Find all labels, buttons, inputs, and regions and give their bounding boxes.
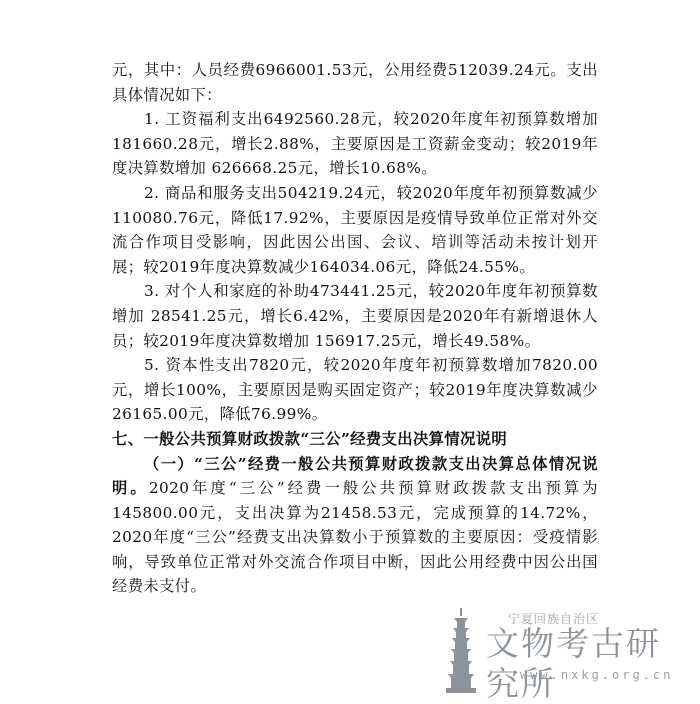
- subsection-heading: （一）“三公”经费一般公共预算财政拨款支出决算总体情况说明。: [112, 454, 598, 498]
- institute-watermark: [442, 606, 692, 703]
- document-body: [112, 58, 598, 599]
- subsection-paragraph: [112, 452, 598, 600]
- subsection-text: 2020年度“三公”经费一般公共预算财政拨款支出预算为145800.00元，支出决算为21458.53元，完成预算的14.72%，2020年度“三公”经费支出决算数小于预算数的主要原因：受疫情影响，导致单位正常对外交流合作项目中断，因此公用经费中因公出国经费未支付。: [112, 479, 598, 596]
- watermark-institute-name: 文物考古研究所: [486, 624, 661, 703]
- paragraph-staff-public-funds: 元，其中：人员经费6966001.53元，公用经费512039.24元。支出具体情况如下：: [112, 61, 598, 104]
- watermark-region-text: 宁夏回族自治区: [508, 612, 600, 626]
- paragraph-personal-family-subsidy: 3. 对个人和家庭的补助473441.25元，较2020年度年初预算数增加 28541.25元，增长6.42%，主要原因是2020年有新增退休人员；较2019年度决算数增加 156917.25元，增长49.58%。: [112, 282, 598, 350]
- pagoda-icon: [442, 606, 480, 694]
- watermark-url: www.nxkg.org.cn: [520, 668, 674, 682]
- paragraph-salary-welfare: 1. 工资福利支出6492560.28元，较2020年度年初预算数增加 181660.28元，增长2.88%，主要原因是工资薪金变动；较2019年度决算数增加 626668.25元，增长10.68%。: [112, 110, 598, 178]
- section-heading: 七、一般公共预算财政拨款“三公”经费支出决算情况说明: [112, 429, 508, 448]
- paragraph-capital-expenditure: 5. 资本性支出7820元，较2020年度年初预算数增加7820.00元，增长100%，主要原因是购买固定资产；较2019年度决算数减少26165.00元，降低76.99%。: [112, 356, 598, 424]
- paragraph-goods-services: 2. 商品和服务支出504219.24元，较2020年度年初预算数减少110080.76元，降低17.92%，主要原因是疫情导致单位正常对外交流合作项目受影响，因此因公出国、会议、培训等活动未按计划开展；较2019年度决算数减少164034.06元，降低24.55%。: [112, 183, 598, 276]
